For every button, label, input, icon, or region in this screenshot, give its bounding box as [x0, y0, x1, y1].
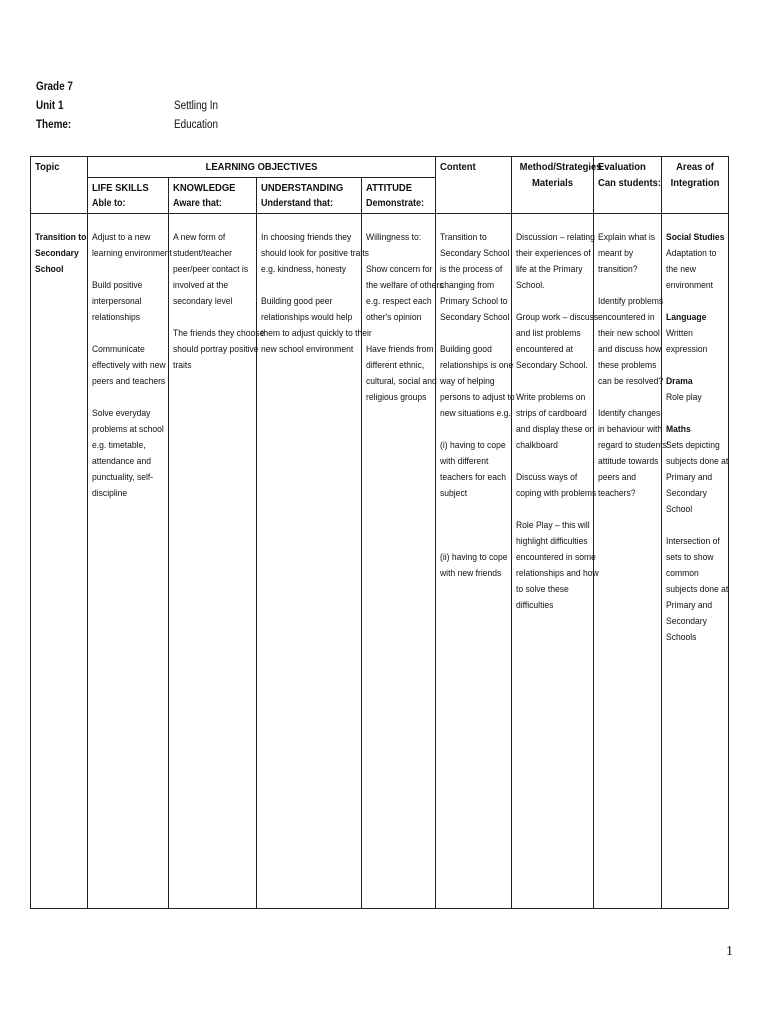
- cell-line: Explain what is: [598, 232, 656, 243]
- cell-line: attitude towards: [598, 456, 659, 467]
- cell-paragraph: [440, 230, 510, 326]
- cell-line: e.g. timetable,: [92, 440, 146, 451]
- cell-line: Discussion – relating: [516, 232, 595, 243]
- learning-objectives-header: LEARNING OBJECTIVES: [88, 157, 436, 178]
- integration-section: [666, 374, 724, 406]
- cell-line: different ethnic,: [366, 360, 425, 371]
- cell-paragraph: [598, 294, 664, 390]
- cell-line: in behaviour with: [598, 424, 663, 435]
- topic-header: Topic: [31, 157, 88, 214]
- cell-line: way of helping: [440, 376, 495, 387]
- cell-line: regard to students': [598, 440, 669, 451]
- cell-line: peers and: [598, 472, 637, 483]
- cell-line: (ii) having to cope: [440, 552, 508, 563]
- document-header: [36, 78, 225, 135]
- cell-paragraph: [366, 342, 437, 406]
- integration-subject: Social Studies: [666, 232, 725, 243]
- cell-line: new situations e.g.: [440, 408, 511, 419]
- cell-paragraph: [92, 278, 164, 326]
- cell-line: religious groups: [366, 392, 427, 403]
- cell-paragraph: [440, 518, 507, 534]
- body-row: [31, 214, 729, 909]
- cell-paragraph: [440, 438, 507, 502]
- cell-line: transition?: [598, 264, 638, 275]
- areas-header: Areas of Integration: [662, 157, 729, 214]
- lesson-plan-table: [30, 156, 729, 909]
- cell-line: their new school: [598, 328, 660, 339]
- cell-line: Secondary School: [440, 312, 510, 323]
- cell-line: highlight difficulties: [516, 536, 588, 547]
- cell-line: Primary and: [666, 472, 713, 483]
- knowledge-cell: [169, 214, 265, 909]
- cell-paragraph: [261, 230, 369, 278]
- cell-line: Write problems on: [516, 392, 586, 403]
- theme-row: [36, 116, 225, 135]
- cell-line: School: [666, 504, 693, 515]
- cell-line: student/teacher: [173, 248, 232, 259]
- cell-line: Have friends from: [366, 344, 434, 355]
- integration-subject: Maths: [666, 424, 691, 435]
- theme-label: Theme:: [36, 119, 72, 131]
- method-header: Method/Strategies Materials: [512, 157, 594, 214]
- cell-line: changing from: [440, 280, 495, 291]
- topic-cell: Transition to Secondary School: [31, 214, 88, 909]
- cell-line: and discuss how: [598, 344, 662, 355]
- cell-line: e.g. kindness, honesty: [261, 264, 347, 275]
- cell-line: secondary level: [173, 296, 233, 307]
- cell-line: teachers?: [598, 488, 636, 499]
- cell-line: relationships and how: [516, 568, 599, 579]
- evaluation-header: Evaluation Can students:: [594, 157, 662, 214]
- cell-paragraph: [261, 294, 372, 358]
- cell-paragraph: [366, 262, 444, 326]
- cell-line: the welfare of others: [366, 280, 444, 291]
- cell-line: should look for positive traits: [261, 248, 369, 259]
- cell-line: strips of cardboard: [516, 408, 587, 419]
- evaluation-cell: [594, 214, 669, 909]
- integration-section: [666, 534, 729, 646]
- cell-line: relationships would help: [261, 312, 353, 323]
- cell-paragraph: [92, 406, 164, 502]
- life-skills-header: LIFE SKILLS Able to:: [88, 178, 169, 214]
- cell-line: Build positive: [92, 280, 143, 291]
- cell-line: punctuality, self-: [92, 472, 154, 483]
- cell-line: encountered at: [516, 344, 574, 355]
- cell-line: Willingness to:: [366, 232, 422, 243]
- cell-paragraph: [598, 230, 657, 278]
- attitude-cell: [362, 214, 444, 909]
- cell-line: relationships is one: [440, 360, 514, 371]
- cell-line: In choosing friends they: [261, 232, 352, 243]
- cell-line: with different: [440, 456, 489, 467]
- header-row-1: [31, 157, 729, 178]
- cell-line: Primary School to: [440, 296, 508, 307]
- cell-line: Communicate: [92, 344, 145, 355]
- unit-label: Unit 1: [36, 100, 64, 112]
- integration-subject: Language: [666, 312, 707, 323]
- cell-line: common: [666, 568, 699, 579]
- cell-line: expression: [666, 344, 708, 355]
- cell-line: (i) having to cope: [440, 440, 506, 451]
- cell-line: attendance and: [92, 456, 151, 467]
- integration-section: [666, 310, 724, 358]
- integration-subject: Drama: [666, 376, 693, 387]
- method-cell: [512, 214, 599, 909]
- knowledge-header: KNOWLEDGE Aware that:: [169, 178, 257, 214]
- cell-line: Identify changes: [598, 408, 661, 419]
- cell-line: Secondary: [666, 616, 707, 627]
- integration-section: [666, 422, 729, 518]
- cell-paragraph: [516, 230, 595, 294]
- cell-line: encountered in some: [516, 552, 596, 563]
- cell-line: Show concern for: [366, 264, 433, 275]
- cell-line: Building good peer: [261, 296, 333, 307]
- content-cell: [436, 214, 515, 909]
- cell-line: Group work – discuss: [516, 312, 599, 323]
- cell-line: Intersection of: [666, 536, 720, 547]
- page-number: 1: [726, 944, 733, 959]
- cell-paragraph: [440, 342, 515, 422]
- cell-line: chalkboard: [516, 440, 558, 451]
- cell-line: difficulties: [516, 600, 554, 611]
- areas-cell: [662, 214, 729, 909]
- cell-line: teachers for each: [440, 472, 507, 483]
- cell-line: Role play: [666, 392, 702, 403]
- attitude-header: ATTITUDE Demonstrate:: [362, 178, 436, 214]
- cell-line: with new friends: [440, 568, 502, 579]
- cell-line: effectively with new: [92, 360, 166, 371]
- cell-line: e.g. respect each: [366, 296, 432, 307]
- cell-line: encountered in: [598, 312, 655, 323]
- cell-line: to solve these: [516, 584, 569, 595]
- cell-line: cultural, social and: [366, 376, 437, 387]
- cell-line: Adjust to a new: [92, 232, 151, 243]
- integration-section: [666, 230, 724, 294]
- cell-line: peers and teachers: [92, 376, 166, 387]
- cell-line: discipline: [92, 488, 128, 499]
- cell-line: Role Play – this will: [516, 520, 590, 531]
- cell-line: involved at the: [173, 280, 229, 291]
- theme-value: Education: [174, 119, 218, 131]
- cell-line: coping with problems: [516, 488, 597, 499]
- cell-line: relationships: [92, 312, 141, 323]
- cell-line: their experiences of: [516, 248, 591, 259]
- cell-line: Secondary School.: [516, 360, 588, 371]
- life-skills-cell: [88, 214, 172, 909]
- cell-line: subject: [440, 488, 468, 499]
- cell-line: traits: [173, 360, 192, 371]
- cell-line: is the process of: [440, 264, 503, 275]
- cell-line: and list problems: [516, 328, 581, 339]
- cell-line: Primary and: [666, 600, 713, 611]
- cell-line: sets to show: [666, 552, 714, 563]
- understanding-cell: [257, 214, 372, 909]
- cell-line: subjects done at: [666, 584, 729, 595]
- cell-line: subjects done at: [666, 456, 729, 467]
- cell-line: meant by: [598, 248, 634, 259]
- cell-paragraph: [173, 230, 252, 310]
- cell-line: and display these on: [516, 424, 595, 435]
- cell-line: environment: [666, 280, 714, 291]
- unit-row: [36, 97, 225, 116]
- cell-line: [440, 518, 500, 534]
- cell-line: Secondary School: [440, 248, 510, 259]
- cell-paragraph: [516, 518, 599, 614]
- cell-line: interpersonal: [92, 296, 142, 307]
- cell-line: Building good: [440, 344, 492, 355]
- cell-line: Sets depicting: [666, 440, 720, 451]
- cell-paragraph: [92, 342, 164, 390]
- cell-line: Adaptation to: [666, 248, 717, 259]
- cell-line: A new form of: [173, 232, 226, 243]
- cell-paragraph: [516, 470, 597, 502]
- cell-line: these problems: [598, 360, 657, 371]
- cell-line: Identify problems: [598, 296, 664, 307]
- content-header: Content: [436, 157, 512, 214]
- cell-line: Secondary: [666, 488, 707, 499]
- cell-line: persons to adjust to: [440, 392, 515, 403]
- cell-paragraph: [440, 550, 507, 582]
- cell-line: Schools: [666, 632, 697, 643]
- cell-line: learning environment: [92, 248, 172, 259]
- cell-line: Solve everyday: [92, 408, 151, 419]
- grade-row: [36, 78, 225, 97]
- cell-paragraph: [366, 230, 431, 246]
- cell-line: other's opinion: [366, 312, 422, 323]
- cell-paragraph: [516, 390, 595, 454]
- cell-line: should portray positive: [173, 344, 259, 355]
- cell-line: School.: [516, 280, 545, 291]
- cell-line: The friends they choose: [173, 328, 265, 339]
- cell-line: Written: [666, 328, 693, 339]
- cell-line: Discuss ways of: [516, 472, 578, 483]
- cell-line: life at the Primary: [516, 264, 583, 275]
- cell-line: problems at school: [92, 424, 164, 435]
- cell-line: Transition to: [440, 232, 487, 243]
- cell-line: peer/peer contact is: [173, 264, 249, 275]
- cell-paragraph: [92, 230, 172, 262]
- unit-value: Settling In: [174, 100, 218, 112]
- cell-paragraph: [598, 406, 669, 502]
- cell-paragraph: [516, 310, 599, 374]
- understanding-header: UNDERSTANDING Understand that:: [257, 178, 362, 214]
- cell-line: them to adjust quickly to their: [261, 328, 372, 339]
- cell-line: the new: [666, 264, 696, 275]
- cell-line: can be resolved?: [598, 376, 664, 387]
- grade-label: Grade 7: [36, 81, 73, 93]
- cell-paragraph: [173, 326, 265, 374]
- cell-line: new school environment: [261, 344, 354, 355]
